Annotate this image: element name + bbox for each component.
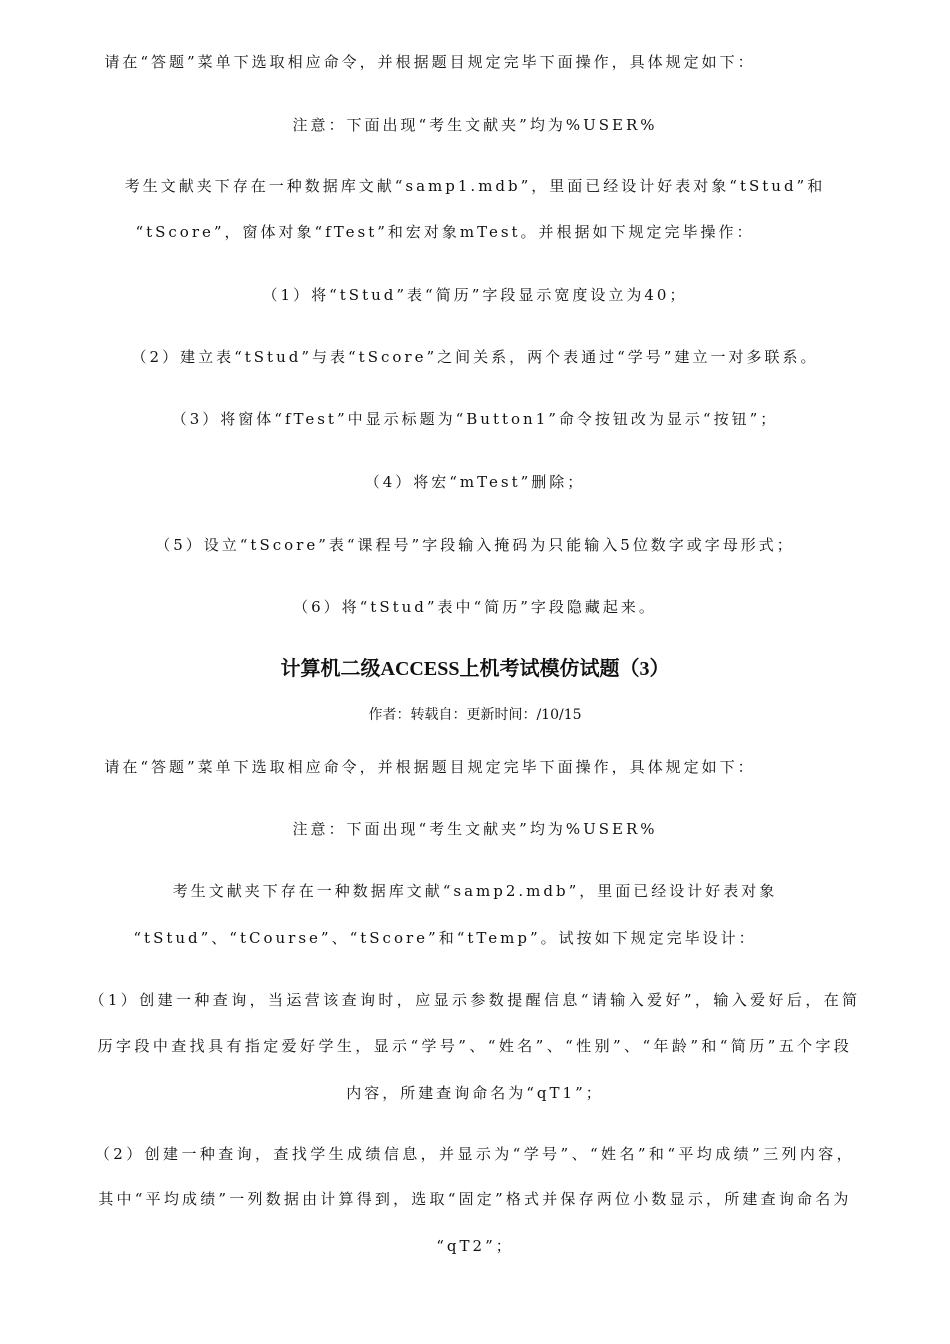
question-1-line-1: （1）创建一种查询，当运营该查询时，应显示参数提醒信息“请输入爱好”，输入爱好后，在简 <box>89 991 861 1009</box>
question-2-line-3: “qT2”； <box>436 1237 514 1255</box>
article-title: 计算机二级ACCESS上机考试模仿试题（3） <box>280 658 670 680</box>
question-2-line-2: 其中“平均成绩”一列数据由计算得到，选取“固定”格式并保存两位小数显示，所建查询命名为 <box>98 1190 852 1208</box>
task-item-3: （3）将窗体“fTest”中显示标题为“Button1”命令按钮改为显示“按钮”； <box>171 410 779 428</box>
article-description-line-2: “tStud”、“tCourse”、“tScore”和“tTemp”。试按如下规定完毕设计： <box>133 929 757 947</box>
intro-paragraph: 请在“答题”菜单下选取相应命令，并根据题目规定完毕下面操作，具体规定如下： <box>104 53 756 71</box>
article-meta: 作者：转载自：更新时间：/10/15 <box>368 707 582 723</box>
task-item-1: （1）将“tStud”表“简历”字段显示宽度设立为40； <box>262 286 688 304</box>
note-paragraph: 注意：下面出现“考生文献夹”均为%USER% <box>292 116 658 134</box>
question-1-line-3: 内容，所建查询命名为“qT1”； <box>346 1084 604 1102</box>
task-item-4: （4）将宏“mTest”删除； <box>364 473 586 491</box>
task-item-5: （5）设立“tScore”表“课程号”字段输入掩码为只能输入5位数字或字母形式； <box>155 536 795 554</box>
description-line-1: 考生文献夹下存在一种数据库文献“samp1.mdb”，里面已经设计好表对象“tStud”和 <box>124 177 826 195</box>
article-description-line-1: 考生文献夹下存在一种数据库文献“samp2.mdb”，里面已经设计好表对象 <box>172 882 778 900</box>
task-item-6: （6）将“tStud”表中“简历”字段隐藏起来。 <box>293 598 657 616</box>
article-note-paragraph: 注意：下面出现“考生文献夹”均为%USER% <box>292 820 658 838</box>
question-1-line-2: 历字段中查找具有指定爱好学生，显示“学号”、“姓名”、“性别”、“年龄”和“简历”五个字段 <box>97 1037 853 1055</box>
article-intro-paragraph: 请在“答题”菜单下选取相应命令，并根据题目规定完毕下面操作，具体规定如下： <box>104 758 756 776</box>
question-2-line-1: （2）创建一种查询，查找学生成绩信息，并显示为“学号”、“姓名”和“平均成绩”三列内容， <box>94 1145 856 1163</box>
description-line-2: “tScore”，窗体对象“fTest”和宏对象mTest。并根据如下规定完毕操作： <box>135 223 755 241</box>
task-item-2: （2）建立表“tStud”与表“tScore”之间关系，两个表通过“学号”建立一对多联系。 <box>131 348 819 366</box>
